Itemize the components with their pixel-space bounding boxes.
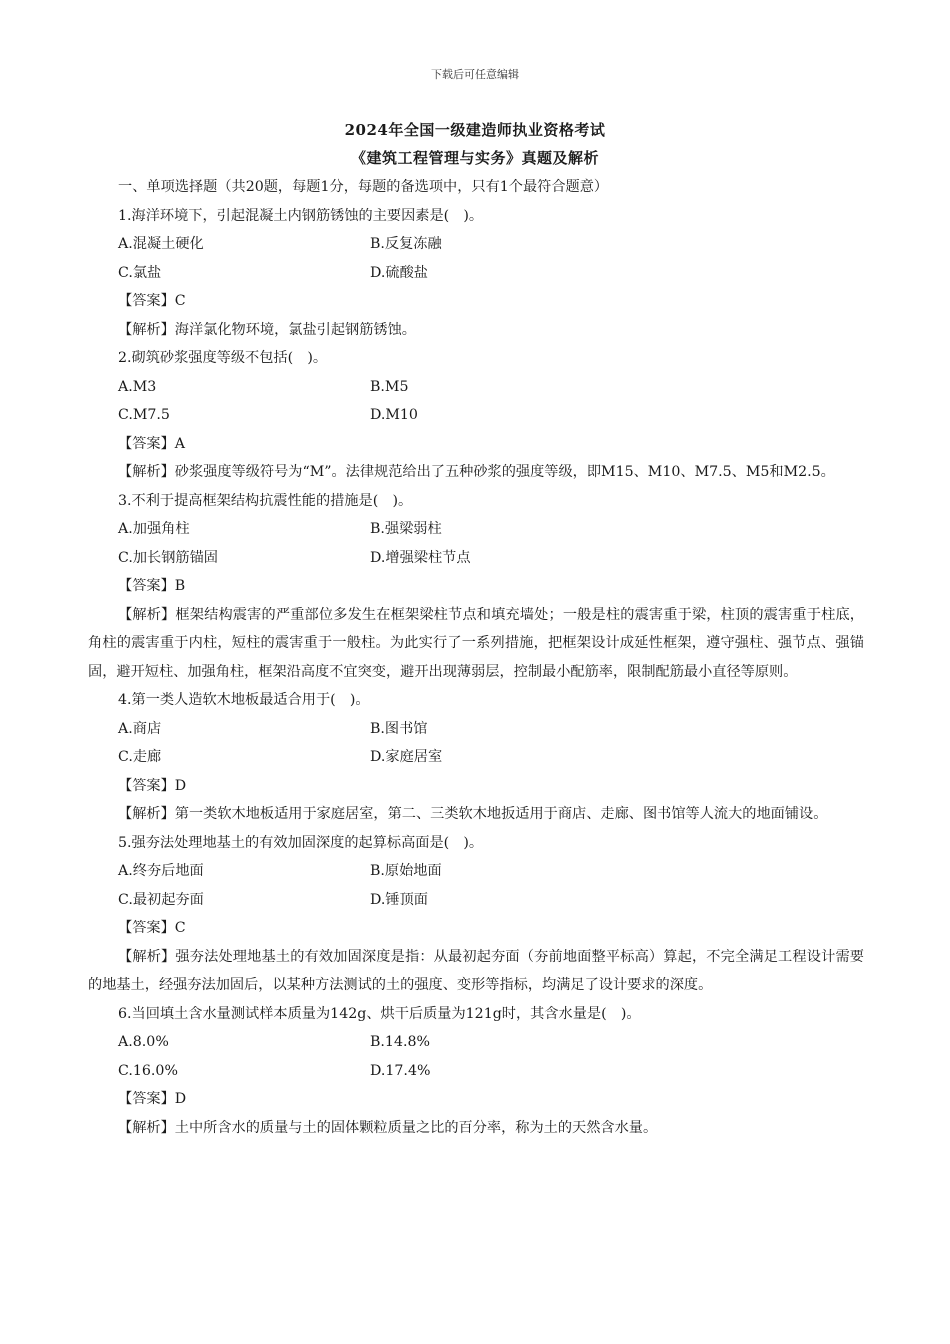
answer: 【答案】D: [118, 777, 187, 794]
option-d: D.家庭居室: [370, 749, 443, 765]
exam-title: 2024年全国一级建造师执业资格考试: [344, 121, 606, 139]
option-b: B.M5: [370, 378, 409, 395]
question-stem: 3.不利于提高框架结构抗震性能的措施是( )。: [118, 492, 413, 509]
option-row: [88, 857, 864, 886]
question-stem: 4.第一类人造软木地板最适合用于( )。: [118, 692, 370, 708]
option-d: D.硫酸盐: [370, 264, 428, 281]
question-4: [88, 686, 864, 829]
option-c: C.16.0%: [118, 1062, 178, 1079]
answer: 【答案】B: [118, 578, 186, 594]
option-c: C.M7.5: [118, 407, 170, 423]
question-6: [88, 1000, 864, 1143]
header-note: 下载后可任意编辑: [431, 68, 519, 81]
analysis: 【解析】强夯法处理地基土的有效加固深度是指：从最初起夯面（夯前地面整平标高）算起，不完全满足工程设计需要的地基土，经强夯法加固后，以某种方法测试的土的强度、变形等指标，均满足了设计要求的深度。: [88, 948, 864, 993]
section-heading: 一、单项选择题（共20题，每题1分，每题的备选项中，只有1个最符合题意）: [118, 179, 609, 195]
option-row: [88, 544, 864, 573]
option-a: A.加强角柱: [118, 521, 190, 537]
question-stem: 6.当回填土含水量测试样本质量为142g、烘干后质量为121g时，其含水量是( )。: [118, 1005, 641, 1022]
option-row: [88, 230, 864, 259]
option-b: B.图书馆: [370, 720, 428, 737]
analysis: 【解析】砂浆强度等级符号为“M”。法律规范给出了五种砂浆的强度等级，即M15、M10、M7.5、M5和M2.5。: [118, 464, 835, 480]
analysis: 【解析】第一类软木地板适用于家庭居室，第二、三类软木地扳适用于商店、走廊、图书馆等人流大的地面铺设。: [118, 806, 828, 822]
option-row: [88, 743, 864, 772]
analysis: 【解析】土中所含水的质量与土的固体颗粒质量之比的百分率，称为土的天然含水量。: [118, 1119, 658, 1136]
option-c: C.加长钢筋锚固: [118, 549, 218, 566]
option-row: [88, 373, 864, 402]
option-c: C.氯盐: [118, 264, 162, 281]
answer: 【答案】C: [118, 920, 186, 936]
option-row: [88, 715, 864, 744]
answer: 【答案】C: [118, 293, 186, 309]
answer: 【答案】D: [118, 1091, 187, 1107]
option-c: C.走廊: [118, 749, 162, 765]
option-row: [88, 1057, 864, 1086]
option-b: B.原始地面: [370, 863, 442, 879]
option-b: B.强梁弱柱: [370, 521, 442, 537]
question-stem: 2.砌筑砂浆强度等级不包括( )。: [118, 350, 328, 366]
option-row: [88, 1028, 864, 1057]
question-content: [88, 173, 864, 1142]
question-3: [88, 487, 864, 687]
answer: 【答案】A: [118, 435, 185, 452]
question-stem: 1.海洋环境下，引起混凝土内钢筋锈蚀的主要因素是( )。: [118, 207, 484, 224]
question-stem: 5.强夯法处理地基土的有效加固深度的起算标高面是( )。: [118, 834, 484, 851]
exam-subtitle: 《建筑工程管理与实务》真题及解析: [350, 149, 599, 167]
option-c: C.最初起夯面: [118, 891, 204, 908]
option-d: D.锤顶面: [370, 891, 428, 908]
option-d: D.增强梁柱节点: [370, 549, 471, 566]
option-b: B.反复冻融: [370, 236, 442, 252]
option-a: A.8.0%: [118, 1034, 169, 1050]
option-row: [88, 401, 864, 430]
option-a: A.M3: [118, 378, 157, 395]
question-5: [88, 829, 864, 1000]
option-row: [88, 886, 864, 915]
option-d: D.M10: [370, 407, 418, 423]
analysis: 【解析】海洋氯化物环境，氯盐引起钢筋锈蚀。: [118, 321, 416, 338]
option-a: A.混凝土硬化: [118, 236, 204, 252]
question-2: [88, 344, 864, 487]
analysis: 【解析】框架结构震害的严重部位多发生在框架梁柱节点和填充墙处；一般是柱的震害重于梁，柱顶的震害重于柱底，角柱的震害重于内柱，短柱的震害重于一般柱。为此实行了一系列措施，把框架设计成延性框架，遵守强柱、强节点、强锚固，避开短柱、加强角柱，框架沿高度不宜突变，避开出现薄弱层，控制最小配筋率，限制配筋最小直径等原则。: [88, 606, 864, 680]
option-row: [88, 259, 864, 288]
option-a: A.商店: [118, 720, 162, 737]
option-row: [88, 515, 864, 544]
option-d: D.17.4%: [370, 1062, 431, 1079]
question-1: [88, 202, 864, 345]
option-a: A.终夯后地面: [118, 863, 204, 879]
option-b: B.14.8%: [370, 1034, 431, 1050]
